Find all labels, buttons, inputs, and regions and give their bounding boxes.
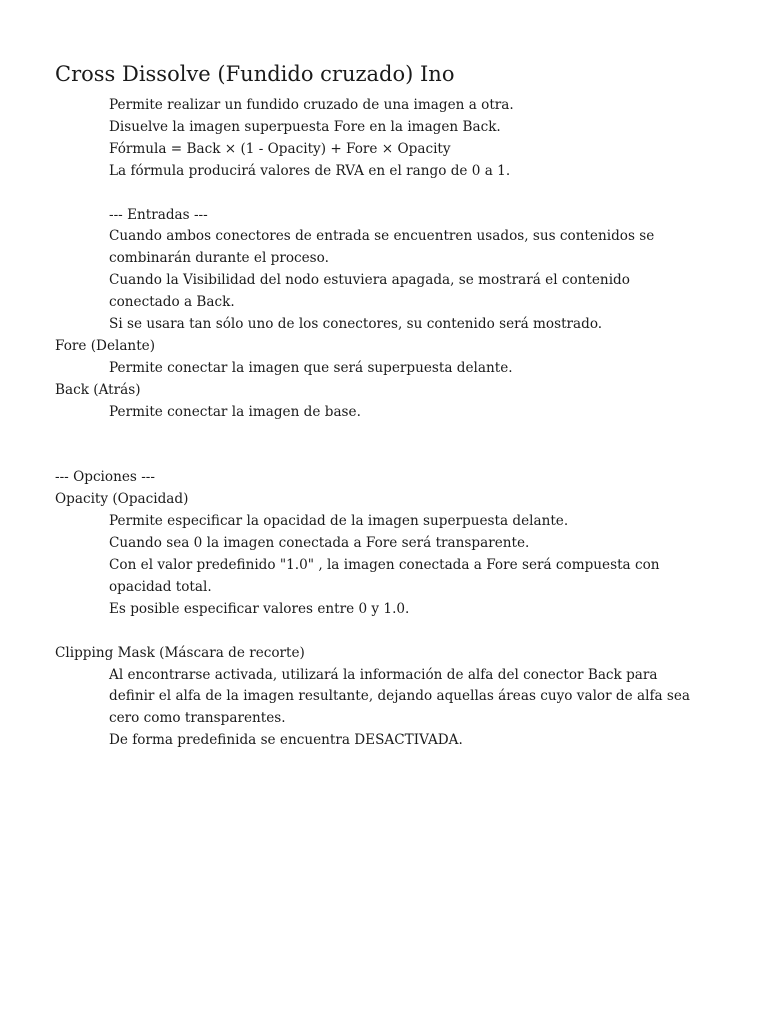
spacer: [55, 445, 725, 467]
back-connector-name: Back (Atrás): [55, 381, 141, 398]
inputs-header: --- Entradas ---: [109, 206, 208, 223]
options-section: [55, 467, 725, 752]
opacity-option-name: Opacity (Opacidad): [55, 491, 189, 508]
inputs-line: Cuando ambos conectores de entrada se encuentren usados, sus contenidos se: [109, 228, 655, 245]
inputs-line: combinarán durante el proceso.: [109, 250, 329, 267]
opacity-option-line: Cuando sea 0 la imagen conectada a Fore será transparente.: [109, 535, 530, 552]
fore-connector-name: Fore (Delante): [55, 337, 156, 354]
inputs-line: Si se usara tan sólo uno de los conectores, su contenido será mostrado.: [109, 316, 603, 333]
opacity-option-line: Es posible especificar valores entre 0 y 1.0.: [109, 600, 410, 617]
spacer: [55, 183, 725, 205]
spacer: [55, 424, 725, 446]
opacity-option-line: Con el valor predefinido "1.0" , la imagen conectada a Fore será compuesta con: [109, 556, 660, 573]
page-title: Cross Dissolve (Fundido cruzado) Ino: [55, 62, 455, 86]
inputs-line: conectado a Back.: [109, 294, 235, 311]
clipping-option-line: De forma predefinida se encuentra DESACTIVADA.: [109, 732, 463, 749]
back-connector-desc: Permite conectar la imagen de base.: [109, 403, 361, 420]
intro-line: La fórmula producirá valores de RVA en el rango de 0 a 1.: [109, 162, 511, 179]
opacity-option-line: opacidad total.: [109, 578, 212, 595]
clipping-option-line: cero como transparentes.: [109, 710, 286, 727]
intro-line: Permite realizar un fundido cruzado de una imagen a otra.: [109, 97, 514, 113]
inputs-line: Cuando la Visibilidad del nodo estuviera apagada, se mostrará el contenido: [109, 272, 630, 289]
clipping-option-line: Al encontrarse activada, utilizará la información de alfa del conector Back para: [109, 666, 658, 683]
opacity-option-line: Permite especificar la opacidad de la imagen superpuesta delante.: [109, 513, 569, 530]
intro-section: [55, 95, 725, 183]
document-body: [55, 95, 725, 752]
inputs-section: [55, 205, 725, 424]
clipping-option-name: Clipping Mask (Máscara de recorte): [55, 644, 305, 661]
clipping-option-line: definir el alfa de la imagen resultante, dejando aquellas áreas cuyo valor de alfa sea: [109, 688, 691, 705]
intro-line: Disuelve la imagen superpuesta Fore en la imagen Back.: [109, 118, 501, 135]
formula-line: Fórmula = Back × (1 - Opacity) + Fore × Opacity: [109, 140, 451, 157]
fore-connector-desc: Permite conectar la imagen que será superpuesta delante.: [109, 359, 513, 376]
options-header: --- Opciones ---: [55, 469, 155, 486]
spacer: [55, 621, 725, 643]
